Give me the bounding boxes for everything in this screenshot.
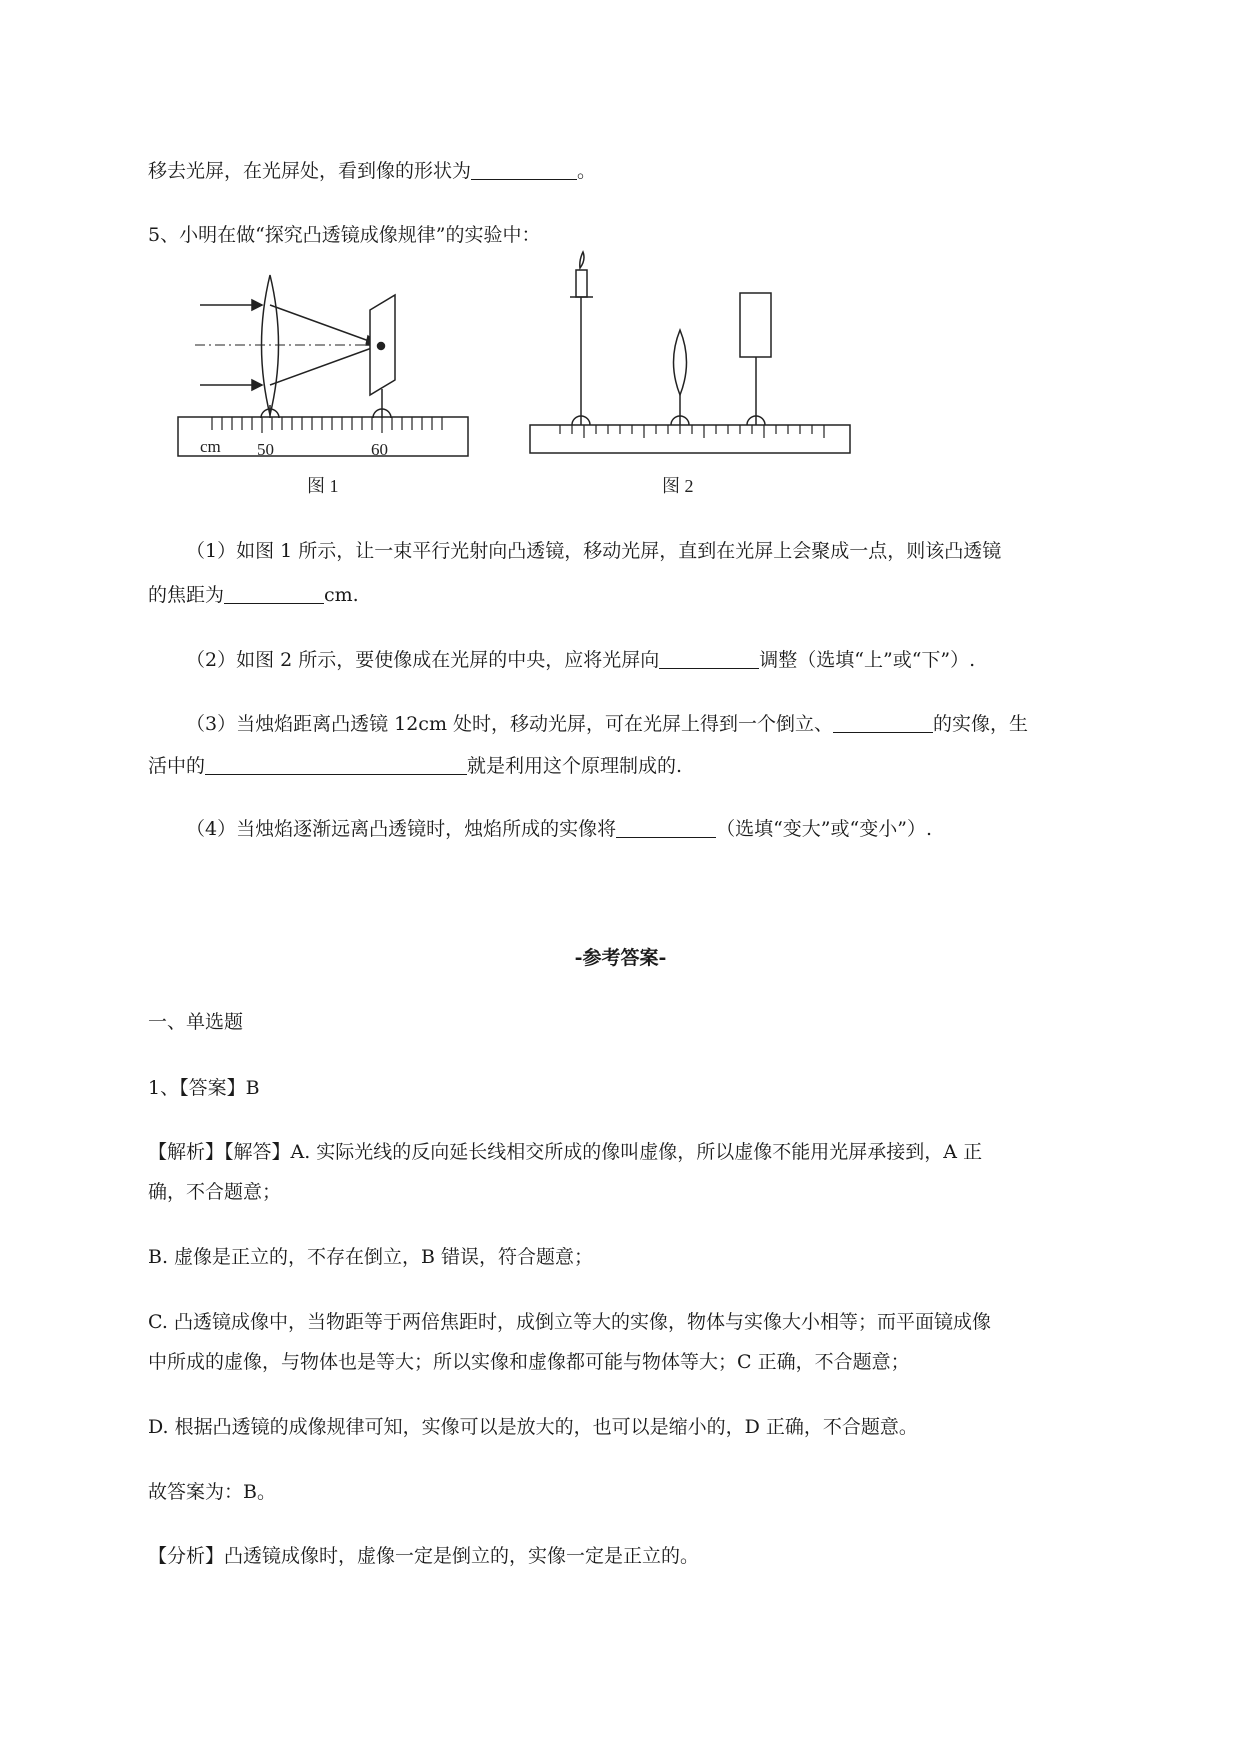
text: cm. [324,584,359,606]
ruler-mark-50: 50 [257,440,274,459]
text: 调整（选填“上”或“下”）. [759,649,976,671]
screen-2 [740,293,771,357]
answer-blank[interactable] [616,817,716,838]
ruler-2 [530,425,850,453]
question5-stem: 5、小明在做“探究凸透镜成像规律”的实验中： [148,224,541,246]
figure-2 [530,252,850,453]
arrow [252,300,262,310]
q1-answer: 1、【答案】B [148,1077,260,1099]
option-c-line2: 中所成的虚像，与物体也是等大；所以实像和虚像都可能与物体等大；C 正确，不合题意； [148,1351,910,1373]
analysis-line2: 确，不合题意； [148,1181,282,1203]
answer-blank[interactable] [224,583,324,604]
part1-line2 [148,581,359,609]
part2-line [186,646,975,674]
text: 的焦距为 [148,584,225,606]
part4-line [186,815,932,843]
answer-blank[interactable] [659,648,759,669]
focal-point [378,343,385,350]
part3-line1 [186,710,1028,738]
arrow [252,380,262,390]
option-b: B. 虚像是正立的，不存在倒立，B 错误，符合题意； [148,1246,594,1268]
text: 就是利用这个原理制成的. [467,755,683,777]
ray-refracted-bottom [270,345,380,385]
answer-blank[interactable] [833,712,933,733]
convex-lens-2 [674,330,687,395]
part1-line1: （1）如图 1 所示，让一束平行光射向凸透镜，移动光屏，直到在光屏上会聚成一点，则该凸透镜 [186,540,1002,562]
section-title: 一、单选题 [148,1011,244,1033]
figure-2-caption: 图 2 [662,476,694,496]
text: 移去光屏，在光屏处，看到像的形状为 [148,160,472,182]
part3-line2 [148,752,682,780]
text: （选填“变大”或“变小”）. [716,818,932,840]
ruler-1-ticks [212,417,442,433]
ray-refracted-top [270,305,380,345]
candle [576,270,587,297]
figure-1-caption: 图 1 [307,476,339,496]
answers-heading: -参考答案- [574,947,667,969]
figure-1 [178,275,468,456]
option-d: D. 根据凸透镜的成像规律可知，实像可以是放大的，也可以是缩小的，D 正确，不合题意。 [148,1416,918,1438]
text: （3）当烛焰距离凸透镜 12cm 处时，移动光屏，可在光屏上得到一个倒立、 [186,713,834,735]
text: 的实像，生 [933,713,1029,735]
text: 活中的 [148,755,206,777]
ruler-mark-60: 60 [371,440,388,459]
figures [0,0,1241,520]
text: （4）当烛焰逐渐远离凸透镜时，烛焰所成的实像将 [186,818,617,840]
option-c-line1: C. 凸透镜成像中，当物距等于两倍焦距时，成倒立等大的实像，物体与实像大小相等；而平面镜成像 [148,1311,991,1333]
ruler-2-ticks [560,425,824,438]
candle-flame [580,252,584,268]
text: 。 [577,160,597,182]
unit-label: cm [200,437,221,456]
conclusion: 故答案为：B。 [148,1481,276,1503]
text: （2）如图 2 所示，要使像成在光屏的中央，应将光屏向 [186,649,660,671]
analysis-summary: 【分析】凸透镜成像时，虚像一定是倒立的，实像一定是正立的。 [148,1545,700,1567]
analysis-line1: 【解析】【解答】A. 实际光线的反向延长线相交所成的像叫虚像，所以虚像不能用光屏承接到，A 正 [148,1141,983,1163]
answer-blank[interactable] [205,754,467,775]
